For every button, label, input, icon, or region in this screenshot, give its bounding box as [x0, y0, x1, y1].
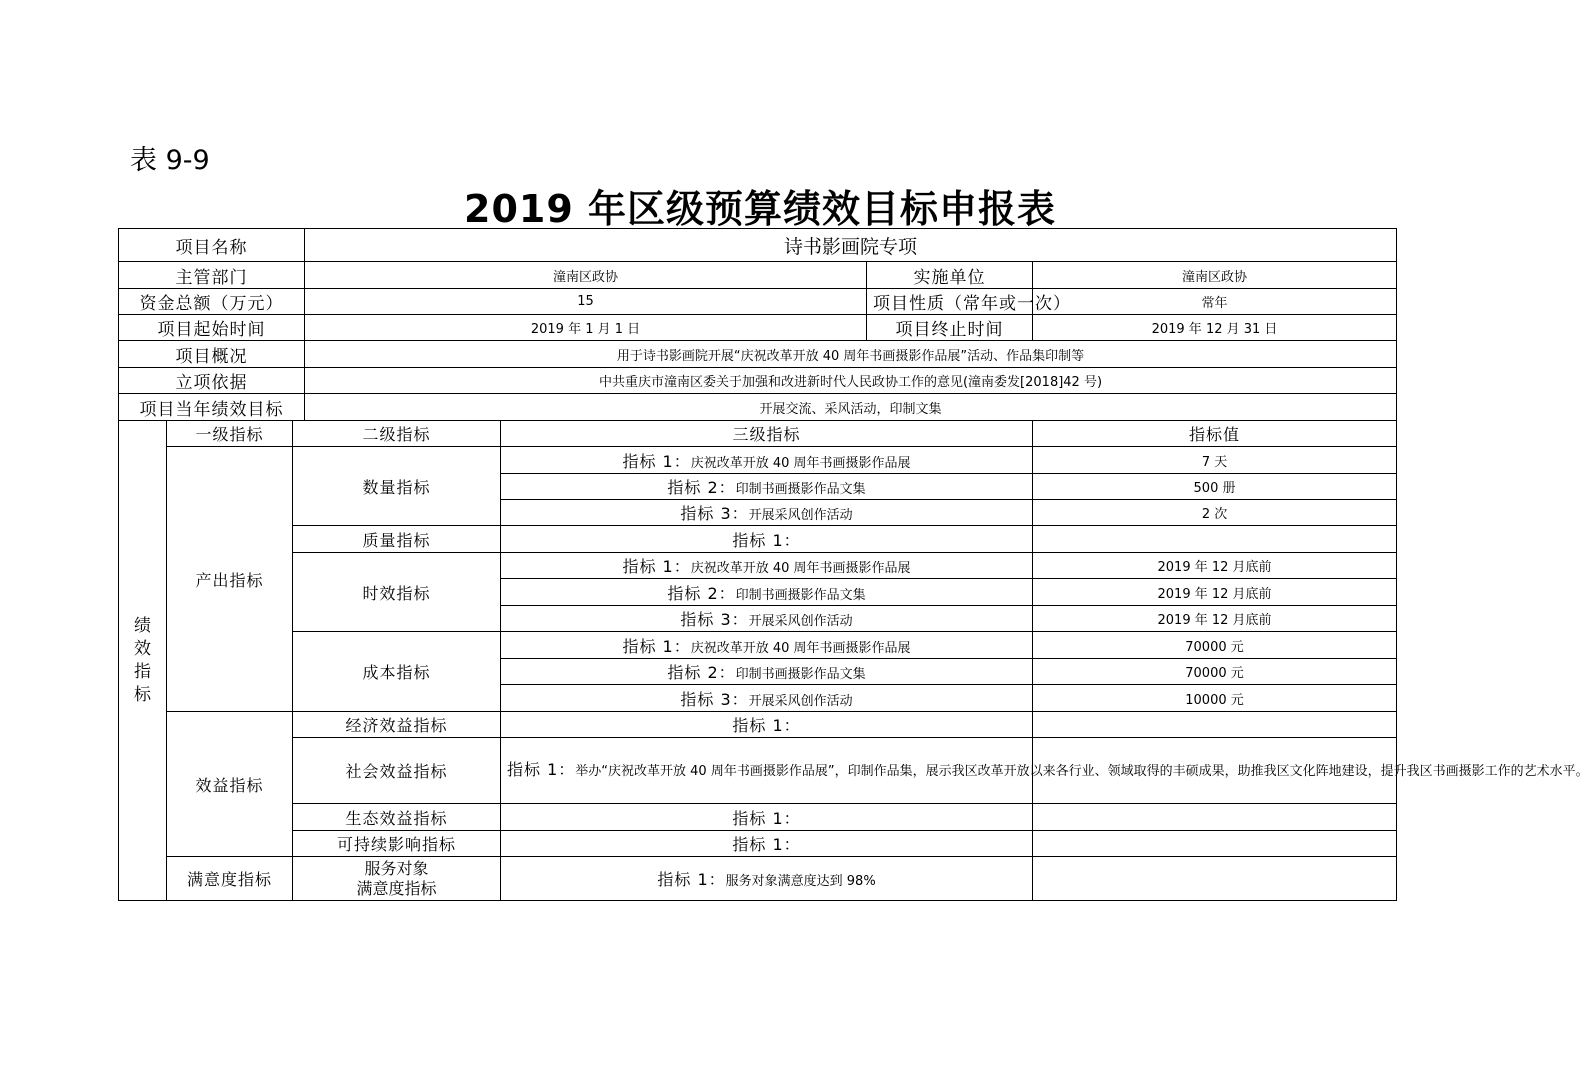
fund-label: 资金总额（万元） [119, 289, 305, 315]
end-label: 项目终止时间 [867, 315, 1033, 341]
timeliness-value-3: 2019 年 12 月底前 [1033, 606, 1397, 632]
timeliness-value-1: 2019 年 12 月底前 [1033, 553, 1397, 579]
output-indicator-label: 产出指标 [167, 447, 293, 712]
budget-target-table [118, 228, 1589, 901]
economic-indicator-label: 经济效益指标 [293, 712, 501, 738]
start-label: 项目起始时间 [119, 315, 305, 341]
quantity-value-2: 500 册 [1033, 474, 1397, 500]
quality-value-1 [1033, 526, 1397, 553]
timeliness-row-2: 指标 2：印制书画摄影作品文集 [501, 579, 1033, 606]
fund-value: 15 [305, 289, 867, 315]
quantity-indicator-label: 数量指标 [293, 447, 501, 526]
cost-row-1: 指标 1：庆祝改革开放 40 周年书画摄影作品展 [501, 632, 1033, 659]
ecological-row-1: 指标 1： [501, 804, 1033, 831]
quantity-row-2: 指标 2：印制书画摄影作品文集 [501, 474, 1033, 500]
cost-value-1: 70000 元 [1033, 632, 1397, 659]
start-value: 2019 年 1 月 1 日 [305, 315, 867, 341]
table-number: 表 9-9 [130, 145, 210, 176]
impl-value: 潼南区政协 [1033, 262, 1397, 289]
quantity-row-1: 指标 1：庆祝改革开放 40 周年书画摄影作品展 [501, 447, 1033, 474]
timeliness-row-3: 指标 3：开展采风创作活动 [501, 606, 1033, 632]
cost-value-2: 70000 元 [1033, 659, 1397, 685]
satisfaction-value-1 [1033, 857, 1397, 901]
performance-indicator-side-label: 绩 效 指 标 [119, 421, 167, 901]
social-row-1: 指标 1：举办“庆祝改革开放 40 周年书画摄影作品展”，印制作品集，展示我区改革开放以来各行业、领域取得的丰硕成果，助推我区文化阵地建设，提升我区书画摄影工作的艺术水平。 [501, 738, 1033, 804]
cost-indicator-label: 成本指标 [293, 632, 501, 712]
impl-label: 实施单位 [867, 262, 1033, 289]
economic-row-1: 指标 1： [501, 712, 1033, 738]
economic-value-1 [1033, 712, 1397, 738]
benefit-indicator-label: 效益指标 [167, 712, 293, 857]
satisfaction-indicator-label: 满意度指标 [167, 857, 293, 901]
sustainable-value-1 [1033, 831, 1397, 857]
social-indicator-label: 社会效益指标 [293, 738, 501, 804]
project-name-value: 诗书影画院专项 [305, 229, 1397, 262]
timeliness-value-2: 2019 年 12 月底前 [1033, 579, 1397, 606]
ecological-indicator-label: 生态效益指标 [293, 804, 501, 831]
ecological-value-1 [1033, 804, 1397, 831]
timeliness-row-1: 指标 1：庆祝改革开放 40 周年书画摄影作品展 [501, 553, 1033, 579]
satisfaction-sub-label: 服务对象 满意度指标 [293, 857, 501, 901]
col-header-level3: 三级指标 [501, 421, 1033, 447]
quantity-value-1: 7 天 [1033, 447, 1397, 474]
dept-value: 潼南区政协 [305, 262, 867, 289]
end-value: 2019 年 12 月 31 日 [1033, 315, 1397, 341]
dept-label: 主管部门 [119, 262, 305, 289]
cost-row-3: 指标 3：开展采风创作活动 [501, 685, 1033, 712]
basis-value: 中共重庆市潼南区委关于加强和改进新时代人民政协工作的意见(潼南委发[2018]42 号) [305, 368, 1397, 394]
cost-value-3: 10000 元 [1033, 685, 1397, 712]
goal-label: 项目当年绩效目标 [119, 394, 305, 421]
page-title: 2019 年区级预算绩效目标申报表 [464, 187, 1056, 231]
sustainable-indicator-label: 可持续影响指标 [293, 831, 501, 857]
quantity-value-3: 2 次 [1033, 500, 1397, 526]
cost-row-2: 指标 2：印制书画摄影作品文集 [501, 659, 1033, 685]
col-header-level1: 一级指标 [167, 421, 293, 447]
overview-value: 用于诗书影画院开展“庆祝改革开放 40 周年书画摄影作品展”活动、作品集印制等 [305, 341, 1397, 368]
basis-label: 立项依据 [119, 368, 305, 394]
col-header-level2: 二级指标 [293, 421, 501, 447]
timeliness-indicator-label: 时效指标 [293, 553, 501, 632]
col-header-value: 指标值 [1033, 421, 1397, 447]
quality-row-1: 指标 1： [501, 526, 1033, 553]
project-name-label: 项目名称 [119, 229, 305, 262]
satisfaction-row-1: 指标 1：服务对象满意度达到 98% [501, 857, 1033, 901]
nature-value: 常年 [1033, 289, 1397, 315]
overview-label: 项目概况 [119, 341, 305, 368]
goal-value: 开展交流、采风活动，印制文集 [305, 394, 1397, 421]
nature-label: 项目性质（常年或一次） [867, 289, 1033, 315]
quality-indicator-label: 质量指标 [293, 526, 501, 553]
quantity-row-3: 指标 3：开展采风创作活动 [501, 500, 1033, 526]
sustainable-row-1: 指标 1： [501, 831, 1033, 857]
